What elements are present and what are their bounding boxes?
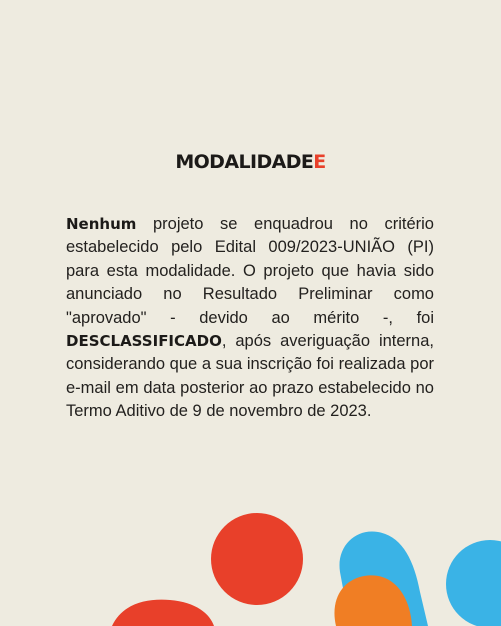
emphasis-none: Nenhum [66, 215, 137, 233]
title-accent: E [313, 151, 326, 173]
text-segment-1: projeto se enquadrou no critério estabelecido pelo Edital 009/2023-UNIÃO (PI) para esta modalidade. O projeto que havia sido anunciado no Resultado Preliminar como "aprovado" - devido ao mérito -, foi [66, 215, 434, 327]
blue-circle-shape [446, 540, 501, 626]
text-segment-2: , após averiguação interna, considerando que a sua inscrição foi realizada por e-mail em data posterior ao prazo estabelecido no Termo Aditivo de 9 de novembro de 2023. [66, 332, 434, 421]
red-circle-shape [211, 513, 303, 605]
red-bottom-shape [112, 600, 214, 626]
emphasis-disqualified: DESCLASSIFICADO [66, 332, 222, 351]
title-main: MODALIDADE [175, 151, 314, 173]
